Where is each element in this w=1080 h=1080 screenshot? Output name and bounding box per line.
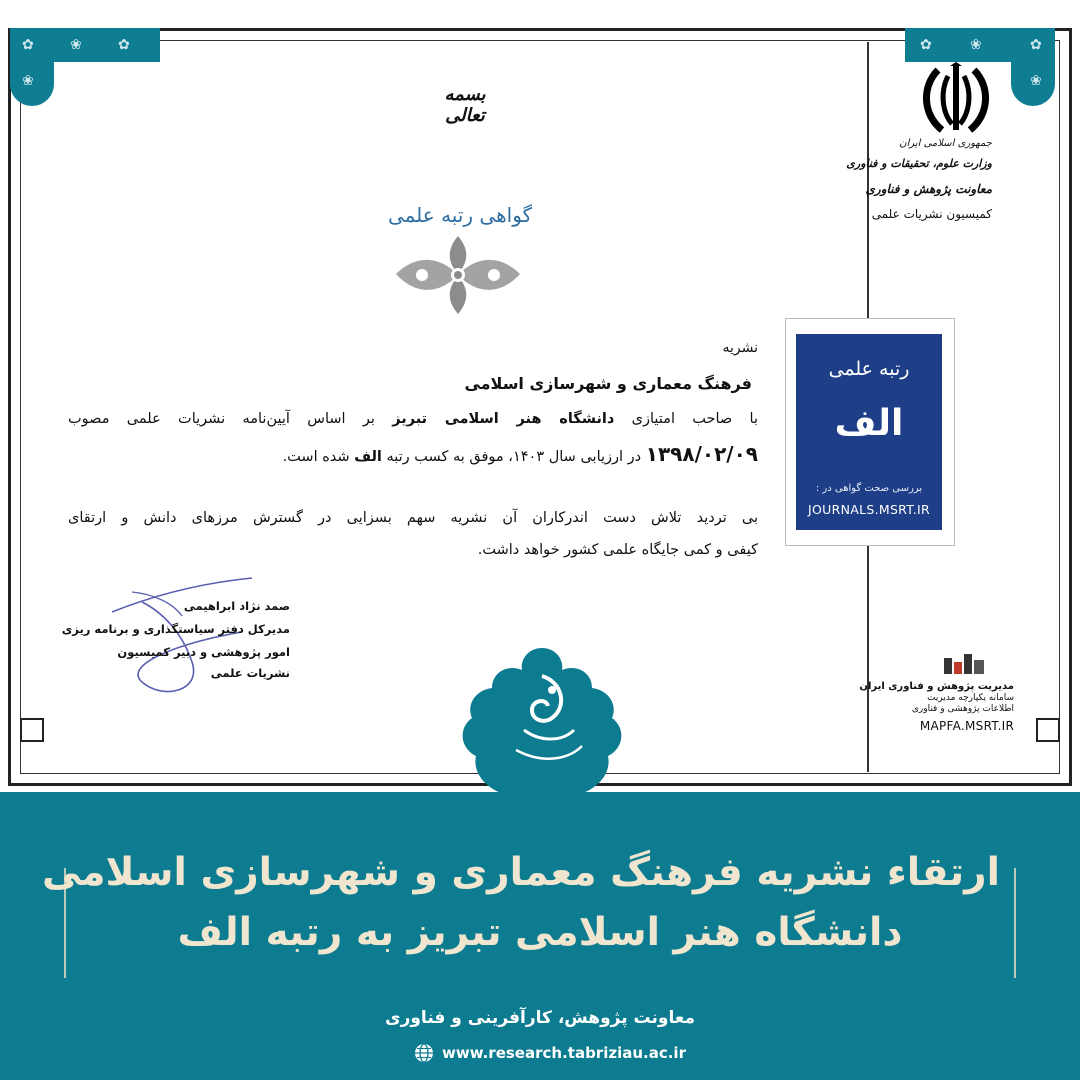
iran-emblem-icon [918,62,994,138]
university-logo-icon [452,646,632,796]
mapfa-url: MAPFA.MSRT.IR [919,719,1015,733]
ornament-flower-icon: ❀ [70,37,82,53]
rank-value: الف [834,403,904,444]
journal-label: نشریه [722,340,758,356]
ornament-flower-icon: ❀ [22,73,34,89]
certificate-body-line-3: بی تردید تلاش دست اندرکاران آن نشریه سهم بسزایی در گسترش مرزهای دانش و ارتقای [68,510,758,526]
globe-icon [414,1043,434,1063]
certificate-body-line-2 [283,442,758,466]
mapfa-line-2: سامانه یکپارچه مدیریت [927,693,1014,703]
mapfa-line-1: مدیریت پژوهش و فناوری ایران [859,681,1014,692]
arabesque-ornament-icon [388,234,528,316]
website-url[interactable]: www.research.tabriziau.ac.ir [442,1044,686,1062]
ministry-line-2: وزارت علوم، تحقیقات و فناوری [846,157,992,170]
ornament-flower-icon: ✿ [1030,37,1042,53]
body-text: با صاحب امتیازی [631,411,759,427]
signatory-title-2: امور پژوهشی و دبیر کمیسیون [117,645,290,659]
rank-verify-text: بررسی صحت گواهی در : [815,483,923,494]
ornament-flower-icon: ❀ [1030,73,1042,89]
journal-name: فرهنگ معماری و شهرسازی اسلامی [464,374,752,393]
headline-line-2: دانشگاه هنر اسلامی تبریز به رتبه الف [177,910,903,955]
headline-line-1: ارتقاء نشریه فرهنگ معماری و شهرسازی اسلامی [41,850,1000,895]
body-text: در ارزیابی سال ۱۴۰۳، موفق به کسب رتبه [386,449,642,465]
body-text: شده است. [282,449,350,465]
body-text: بر اساس آیین‌نامه نشریات علمی مصوب [68,411,375,427]
rank-label: رتبه علمی [828,358,910,380]
website-link[interactable] [414,1042,686,1064]
certificate-body-line-4: کیفی و کمی جایگاه علمی کشور خواهد داشت. [477,542,758,558]
ministry-line-4: کمیسیون نشریات علمی [871,207,992,221]
handwritten-signature [102,572,262,707]
approval-date: ۱۳۹۸/۰۲/۰۹ [645,442,758,466]
ornament-flower-icon: ✿ [118,37,130,53]
banner-divider-right [1014,868,1016,978]
corner-ornament-bottom-right [1036,718,1060,742]
bismillah: بسمه تعالی [444,84,486,126]
ornament-flower-icon: ✿ [920,37,932,53]
certificate-body-line-1 [68,411,758,427]
rank-verify-url: JOURNALS.MSRT.IR [808,502,930,517]
university-name: دانشگاه هنر اسلامی تبریز [392,411,615,427]
certificate-title: گواهی رتبه علمی [387,203,533,227]
mapfa-logo-icon [942,652,988,676]
signatory-title-1: مدیرکل دفتر سیاستگذاری و برنامه ریزی [61,622,290,636]
ministry-line-1: جمهوری اسلامی ایران [899,138,992,149]
ministry-line-3: معاونت پژوهش و فناوری [865,182,992,196]
signatory-title-3: نشریات علمی [210,666,290,680]
department-name: معاونت پژوهش، کارآفرینی و فناوری [385,1008,695,1028]
ornament-flower-icon: ✿ [22,37,34,53]
corner-ornament-bottom-left [20,718,44,742]
mapfa-line-3: اطلاعات پژوهشی و فناوری [911,704,1014,714]
ornament-flower-icon: ❀ [970,37,982,53]
signatory-name: صمد نژاد ابراهیمی [183,599,290,613]
rank-inline: الف [354,449,382,465]
